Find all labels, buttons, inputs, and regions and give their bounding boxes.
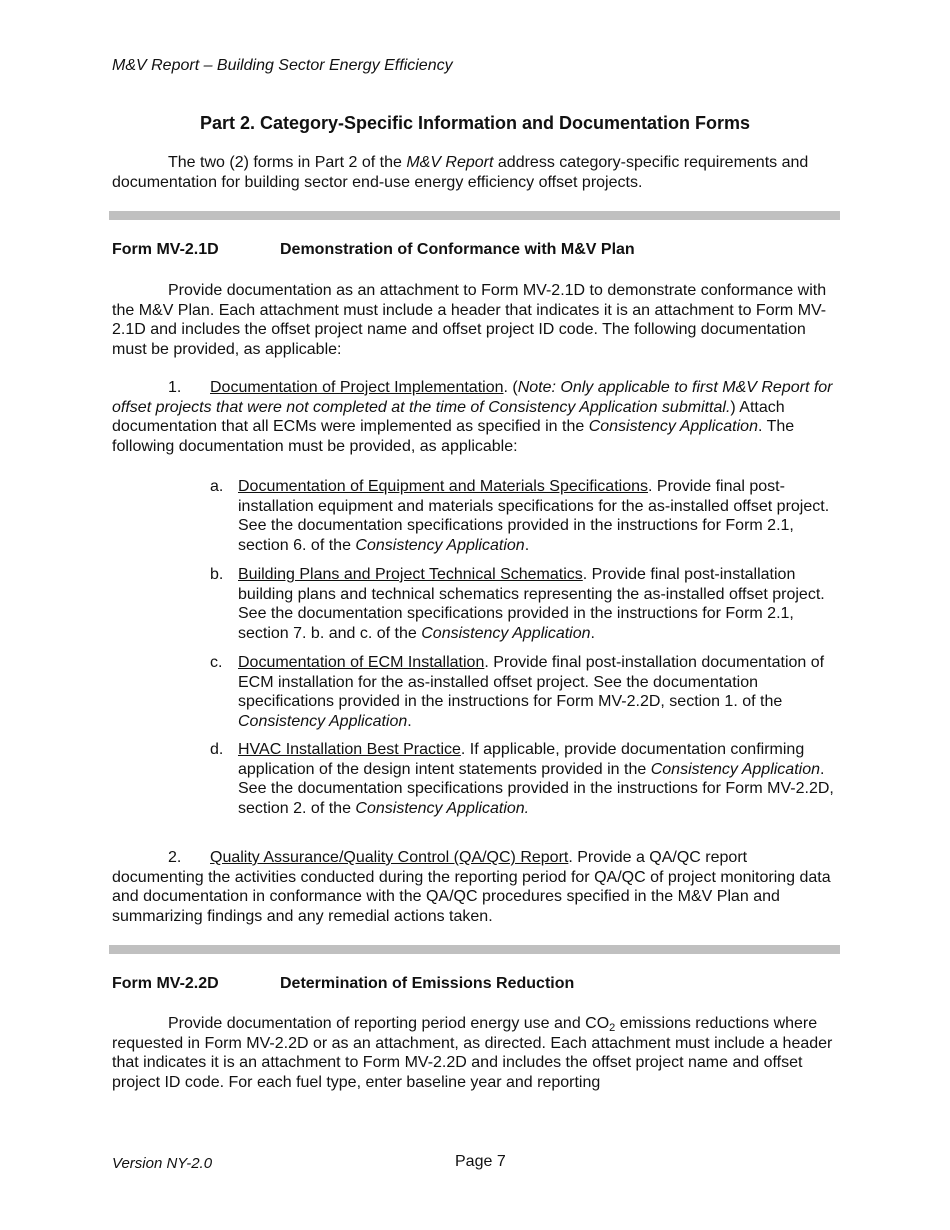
subitem-d-text2: . See the documentation specifications provided in the instructions for Form MV-2.2D, section 2. of the (238, 760, 834, 817)
form2-intro-b: emissions reductions where requested in Form MV-2.2D or as an attachment, as directed. Each attachment must include a header that indicates it is an attachment to Form MV-2.2D and includes the offset project name and offset project ID code. For each fuel type, enter baseline year and reporting (112, 1015, 833, 1091)
running-header: M&V Report – Building Sector Energy Efficiency (112, 57, 453, 74)
item1-note-label: Note: (517, 379, 556, 396)
form2-header (112, 974, 574, 994)
subitem-a-italic: Consistency Application (355, 536, 525, 554)
form1-item2 (112, 848, 838, 926)
footer-version: Version NY-2.0 (112, 1155, 213, 1172)
subitem-d-italic: Consistency Application (650, 760, 820, 778)
subitem-d-heading: HVAC Installation Best Practice (238, 741, 461, 758)
form2-id: Form MV-2.2D (112, 975, 219, 992)
subitem-a-end: . (524, 536, 530, 554)
form1-item1 (112, 378, 838, 456)
subitem-c-italic: Consistency Application (238, 712, 408, 730)
subitem-c-letter: c. (210, 654, 223, 671)
subitem-b-end: . (590, 624, 595, 642)
subitem-b-text: . Provide final post-installation building plans and technical schematics representing the as-installed offset project. See the documentation specifications provided in the instructions for Form 2.1, section 7. b. and c. of the (238, 566, 825, 642)
item2-heading: Quality Assurance/Quality Control (QA/QC) Report (210, 849, 569, 866)
form1-title: Demonstration of Conformance with M&V Plan (280, 241, 635, 258)
part2-intro-italic: M&V Report (406, 154, 494, 171)
subitem-b-letter: b. (210, 566, 224, 583)
form2-intro-paragraph (112, 1014, 838, 1092)
item1-text-a: ) Attach documentation that all ECMs were implemented as specified in the (112, 398, 785, 435)
item2-text: . Provide a QA/QC report documenting the activities conducted during the reporting period for QA/QC of project monitoring data and documentation in conformance with the QA/QC procedures specified in the M&V Plan and summarizing findings and any remedial actions taken. (112, 849, 831, 925)
subitem-d-text: . If applicable, provide documentation confirming application of the design intent statements provided in the (238, 741, 805, 778)
subitem-c (210, 653, 840, 731)
form2-intro-a: Provide documentation of reporting period energy use and CO (168, 1015, 610, 1032)
item1-number: 1. (168, 379, 182, 396)
form1-intro: Provide documentation as an attachment to Form MV-2.1D to demonstrate conformance with the M&V Plan. Each attachment must include a header that indicates it is an attachment to Form MV-2.1D and includes the offset project name and offset project ID code. The following documentation must be provided, as applicable: (112, 282, 827, 358)
form1-id: Form MV-2.1D (112, 241, 219, 258)
item2-number: 2. (168, 849, 182, 866)
part2-intro-b: address category-specific requirements and documentation for building sector end-use energy efficiency offset projects. (112, 154, 809, 191)
item1-text-italic: Consistency Application (588, 418, 758, 435)
item1-text-b: . The following documentation must be provided, as applicable: (112, 418, 795, 455)
part2-title: Part 2. Category-Specific Information and Documentation Forms (199, 113, 751, 133)
part2-intro (112, 153, 838, 192)
item1-after-heading: . ( (503, 379, 518, 396)
subitem-c-text: . Provide final post-installation documentation of ECM installation for the as-installed offset project. See the documentation specifications provided in the instructions for Form MV-2.2D, section 1. of the (238, 654, 825, 710)
subitem-a-heading: Documentation of Equipment and Materials Specifications (238, 478, 648, 495)
form1-header (112, 240, 635, 260)
subitem-d-letter: d. (210, 741, 224, 758)
item1-heading: Documentation of Project Implementation (210, 379, 504, 396)
item1-note-text: Only applicable to first M&V Report for offset projects that were not completed at the time of Consistency Application submittal. (112, 379, 833, 416)
subitem-b-italic: Consistency Application (421, 624, 591, 642)
subitem-d (210, 740, 840, 818)
subitem-a-letter: a. (210, 478, 224, 495)
footer-page-number: Page 7 (455, 1153, 506, 1170)
subitem-a-text: . Provide final post-installation equipment and materials specifications for the as-installed offset project. See the documentation specifications provided in the instructions for Form 2.1, section 6. of the (238, 478, 830, 554)
subitem-c-end: . (407, 712, 412, 730)
form2-intro-sub: 2 (609, 1022, 616, 1034)
form2-title: Determination of Emissions Reduction (280, 975, 575, 992)
section-divider (109, 211, 840, 220)
subitem-c-heading: Documentation of ECM Installation (238, 654, 485, 671)
section-divider (109, 945, 840, 954)
subitem-b (210, 565, 840, 643)
subitem-b-heading: Building Plans and Project Technical Schematics (238, 566, 583, 583)
subitem-a (210, 477, 840, 555)
part2-intro-a: The two (2) forms in Part 2 of the (168, 154, 407, 171)
form1-intro-paragraph (112, 281, 838, 359)
subitem-d-italic2: Consistency Application. (355, 799, 530, 817)
